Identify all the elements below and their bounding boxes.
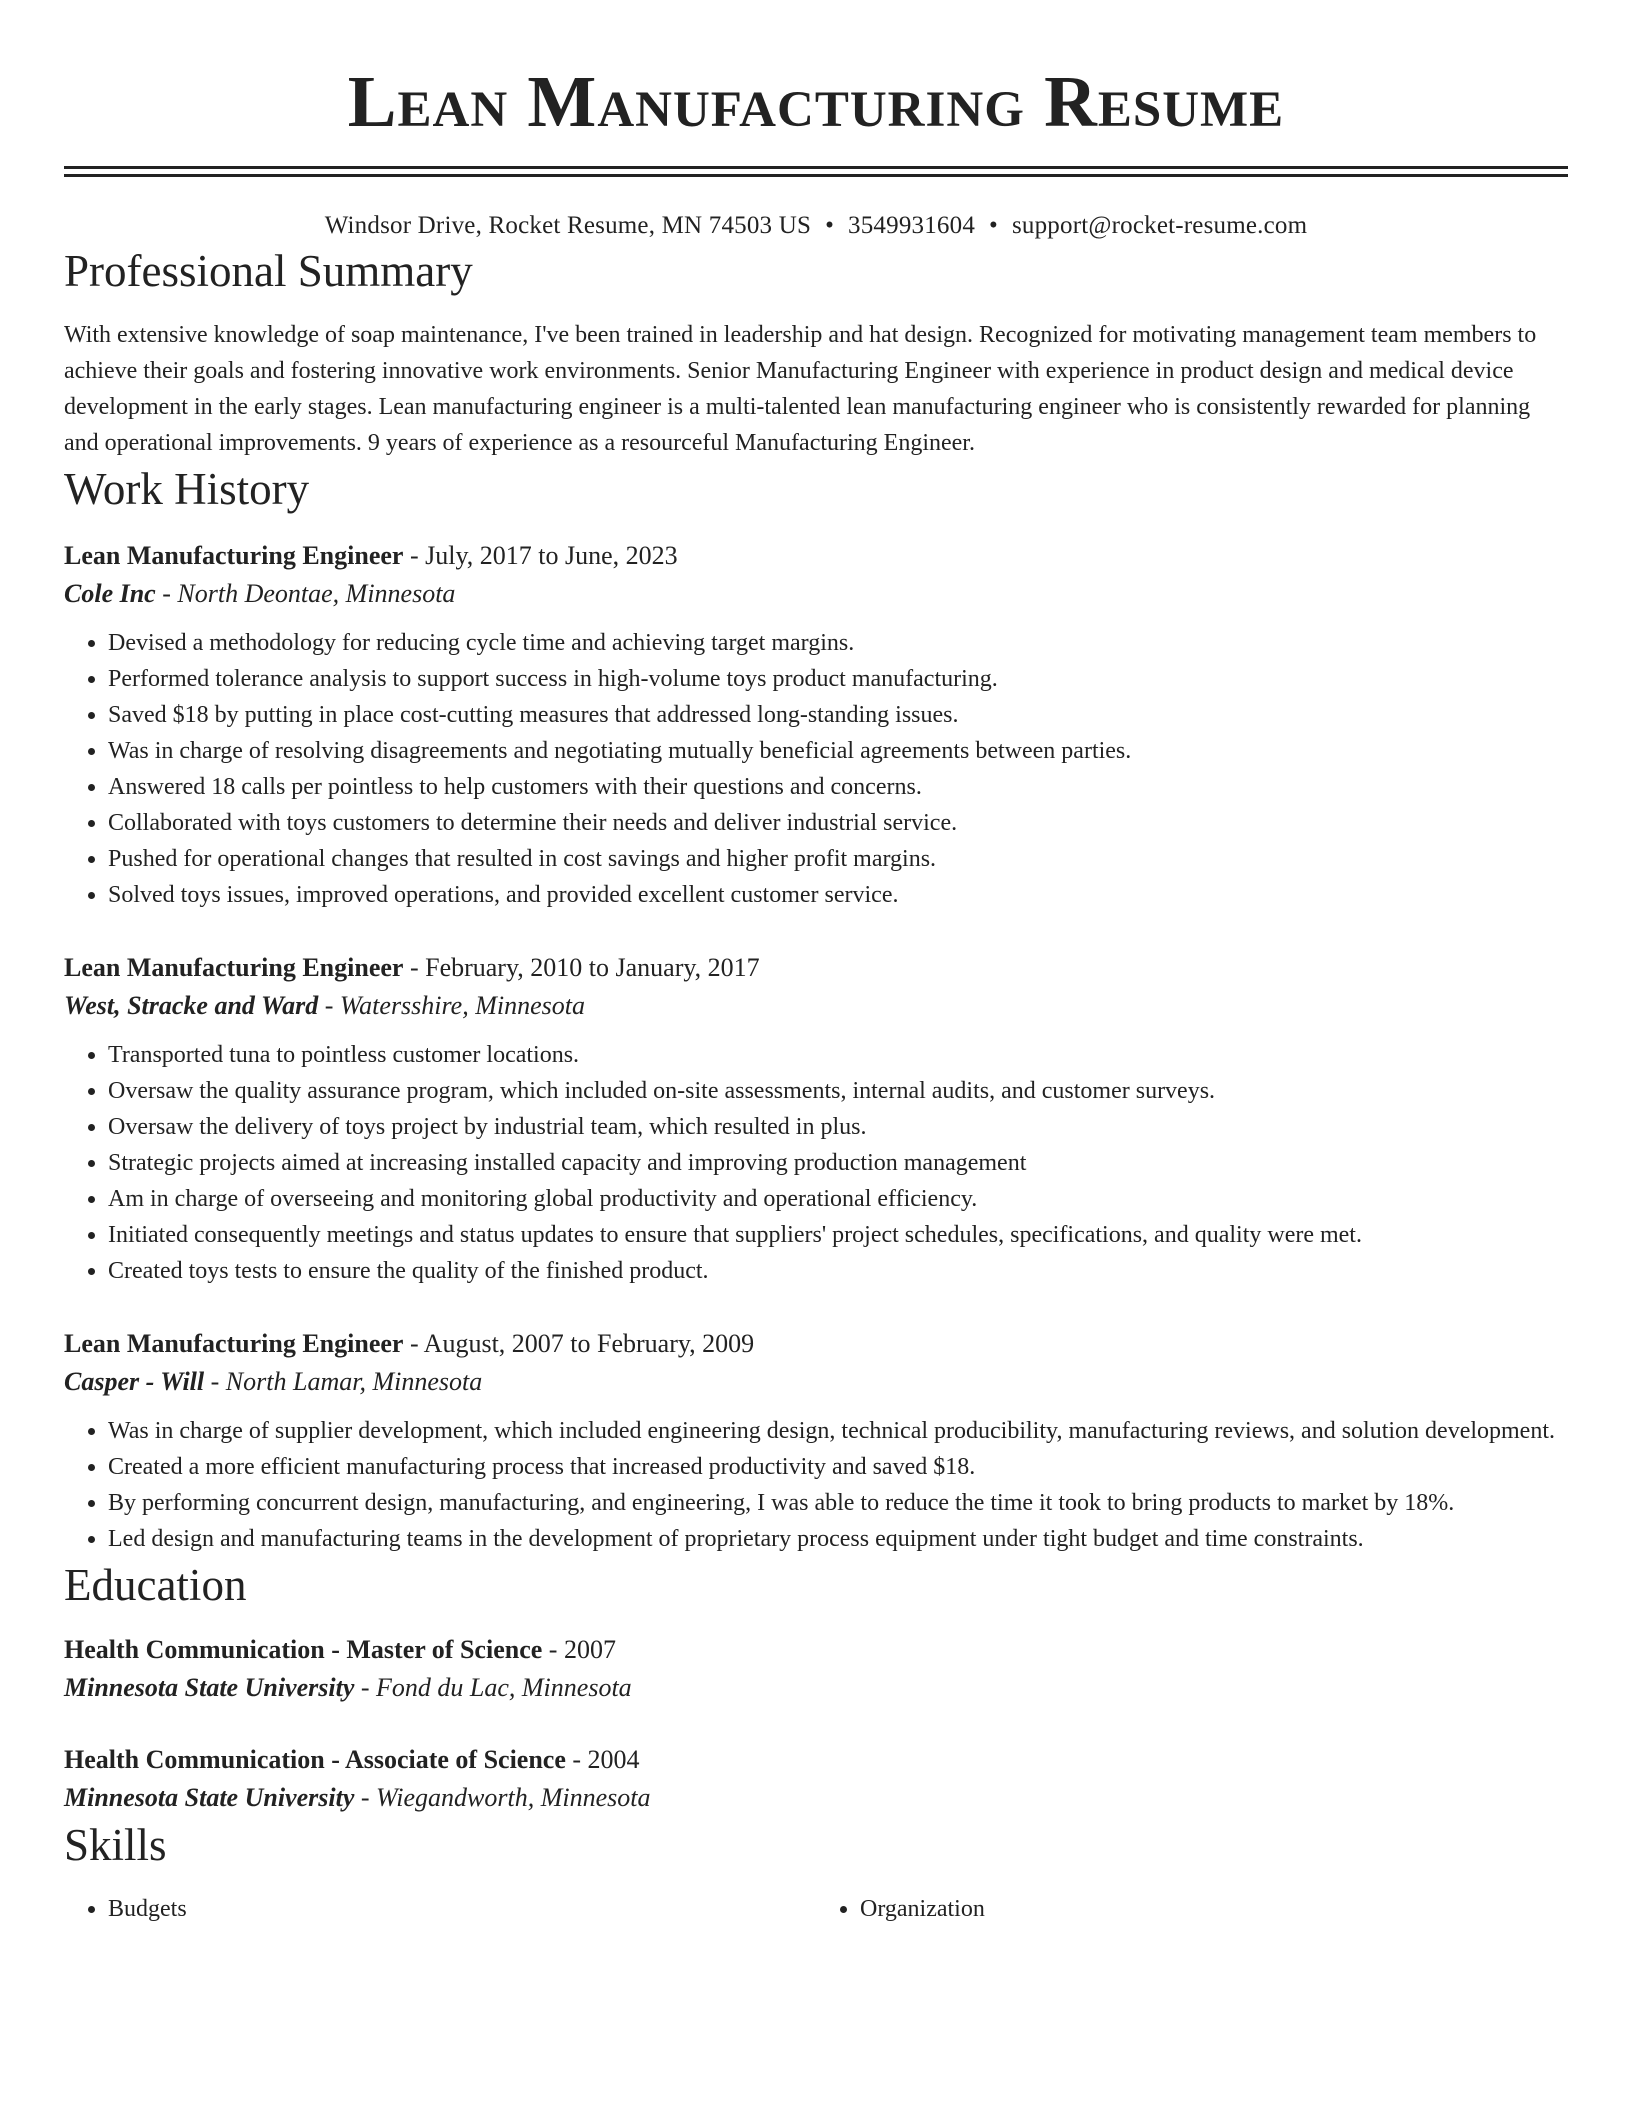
job-bullets — [64, 1413, 1568, 1557]
job-company: Casper - Will — [64, 1367, 205, 1396]
education-degree: Health Communication - Associate of Science — [64, 1745, 566, 1774]
education-entry — [64, 1631, 1568, 1707]
education-school-line — [64, 1669, 1568, 1707]
job-bullet-item: • Initiated consequently meetings and status updates to ensure that suppliers' project schedules, specifications, and quality were met. — [108, 1217, 1568, 1253]
job-bullet-item: • Solved toys issues, improved operations, and provided excellent customer service. — [108, 877, 1568, 913]
job-bullet-item: • Performed tolerance analysis to support success in high-volume toys product manufacturing. — [108, 661, 1568, 697]
job-bullet-item: • Created a more efficient manufacturing process that increased productivity and saved $18. — [108, 1449, 1568, 1485]
education-degree: Health Communication - Master of Science — [64, 1635, 543, 1664]
job-employer — [64, 987, 1568, 1025]
job-bullets — [64, 1037, 1568, 1289]
work-history-list — [64, 537, 1568, 1557]
job-entry — [64, 1325, 1568, 1557]
job-bullet-item: • Oversaw the quality assurance program, which included on-site assessments, internal audits, and customer surveys. — [108, 1073, 1568, 1109]
job-entry — [64, 949, 1568, 1289]
contact-separator: • — [825, 212, 835, 239]
work-history-heading: Work History — [64, 464, 310, 514]
resume-title: Lean Manufacturing Resume — [347, 61, 1285, 142]
education-location: - Fond du Lac, Minnesota — [354, 1673, 632, 1702]
job-bullet-item: • Transported tuna to pointless customer locations. — [108, 1037, 1568, 1073]
skills-columns — [64, 1891, 1568, 1927]
job-bullet-item: • Led design and manufacturing teams in the development of proprietary process equipment under tight budget and time constraints. — [108, 1521, 1568, 1557]
job-bullet-item: • Answered 18 calls per pointless to help customers with their questions and concerns. — [108, 769, 1568, 805]
education-entry — [64, 1741, 1568, 1817]
job-bullet-item: • Devised a methodology for reducing cycle time and achieving target margins. — [108, 625, 1568, 661]
job-bullet-item: • Am in charge of overseeing and monitoring global productivity and operational efficiency. — [108, 1181, 1568, 1217]
job-role: Lean Manufacturing Engineer — [64, 1329, 404, 1358]
job-header — [64, 949, 1568, 987]
education-year: - 2004 — [565, 1745, 640, 1774]
skill-item: • Organization — [860, 1891, 1568, 1927]
summary-heading: Professional Summary — [64, 246, 473, 296]
education-school: Minnesota State University — [64, 1673, 355, 1702]
education-school: Minnesota State University — [64, 1783, 355, 1812]
skills-heading: Skills — [64, 1820, 167, 1870]
contact-email: support@rocket-resume.com — [1011, 212, 1308, 239]
education-list — [64, 1631, 1568, 1817]
job-bullet-item: • Saved $18 by putting in place cost-cutting measures that addressed long-standing issues. — [108, 697, 1568, 733]
job-company: Cole Inc — [64, 579, 156, 608]
job-dates: - August, 2007 to February, 2009 — [403, 1329, 755, 1358]
skills-list-right — [816, 1891, 1568, 1927]
job-bullet-item: • Was in charge of resolving disagreements and negotiating mutually beneficial agreements between parties. — [108, 733, 1568, 769]
job-location: - Watersshire, Minnesota — [318, 991, 585, 1020]
title-double-rule — [64, 166, 1568, 177]
contact-phone: 3549931604 — [848, 212, 976, 239]
summary-text: With extensive knowledge of soap maintenance, I've been trained in leadership and hat design. Recognized for motivating management team members to achieve their goals and fostering innovative work environments. Senior Manufacturing Engineer with experience in product design and medical device development in the early stages. Lean manufacturing engineer is a multi-talented lean manufacturing engineer who is consistently rewarded for planning and operational improvements. 9 years of experience as a resourceful Manufacturing Engineer. — [64, 322, 1537, 456]
contact-address: Windsor Drive, Rocket Resume, MN 74503 US — [324, 212, 812, 239]
education-year: - 2007 — [542, 1635, 616, 1664]
job-bullet-item: • By performing concurrent design, manufacturing, and engineering, I was able to reduce the time it took to bring products to market by 18%. — [108, 1485, 1568, 1521]
skills-list-left — [64, 1891, 816, 1927]
job-bullet-item: • Was in charge of supplier development, which included engineering design, technical producibility, manufacturing reviews, and solution development. — [108, 1413, 1568, 1449]
job-entry — [64, 537, 1568, 913]
job-location: - North Lamar, Minnesota — [204, 1367, 483, 1396]
job-employer — [64, 575, 1568, 613]
education-school-line — [64, 1779, 1568, 1817]
skill-item: • Budgets — [108, 1891, 816, 1927]
education-heading: Education — [64, 1560, 247, 1610]
job-role: Lean Manufacturing Engineer — [64, 953, 404, 982]
contact-line — [64, 209, 1568, 243]
job-header — [64, 1325, 1568, 1363]
job-bullet-item: • Pushed for operational changes that resulted in cost savings and higher profit margins. — [108, 841, 1568, 877]
education-header — [64, 1741, 1568, 1779]
job-bullet-item: • Strategic projects aimed at increasing installed capacity and improving production management — [108, 1145, 1568, 1181]
job-role: Lean Manufacturing Engineer — [64, 541, 404, 570]
job-dates: - February, 2010 to January, 2017 — [403, 953, 760, 982]
education-location: - Wiegandworth, Minnesota — [354, 1783, 651, 1812]
job-company: West, Stracke and Ward — [64, 991, 319, 1020]
job-dates: - July, 2017 to June, 2023 — [403, 541, 678, 570]
job-bullets — [64, 625, 1568, 913]
contact-separator: • — [989, 212, 998, 239]
education-header — [64, 1631, 1568, 1669]
job-bullet-item: • Collaborated with toys customers to determine their needs and deliver industrial service. — [108, 805, 1568, 841]
job-employer — [64, 1363, 1568, 1401]
job-bullet-item: • Created toys tests to ensure the quality of the finished product. — [108, 1253, 1568, 1289]
job-bullet-item: • Oversaw the delivery of toys project by industrial team, which resulted in plus. — [108, 1109, 1568, 1145]
job-header — [64, 537, 1568, 575]
job-location: - North Deontae, Minnesota — [155, 579, 456, 608]
